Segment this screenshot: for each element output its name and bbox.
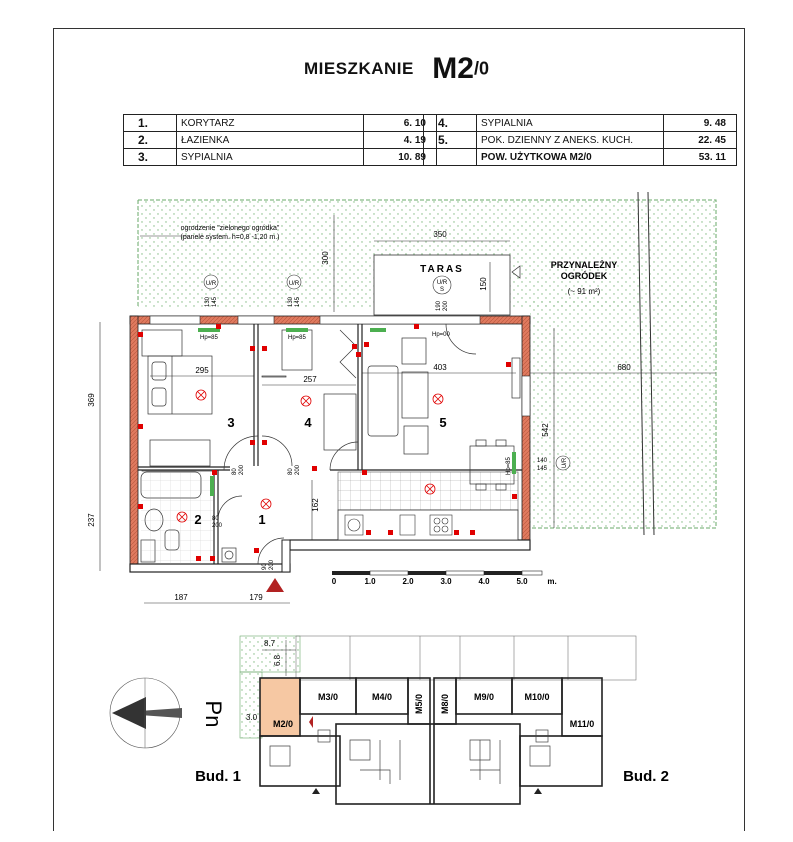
dim-162: 162: [311, 498, 320, 512]
scale-tick: 5.0: [516, 577, 528, 586]
scale-unit: m.: [547, 577, 557, 586]
entrance-arrow-icon: [266, 578, 284, 592]
dim-6-8: 6.8: [273, 654, 282, 666]
dim-8-7: 8.7: [264, 639, 276, 648]
unit-label-m2: M2/0: [272, 719, 294, 729]
room-name: POK. DZIENNY Z ANEKS. KUCH.: [477, 132, 664, 149]
radiator-height-label: Hp=85: [288, 335, 306, 341]
dim-237: 237: [87, 513, 96, 527]
bedroom-3-furniture: [142, 330, 212, 466]
room-name: SYPIALNIA: [477, 115, 664, 132]
window-mark-v2: 145: [212, 296, 218, 308]
door-height: 200: [239, 464, 245, 475]
room-num: 2.: [124, 132, 177, 149]
scale-tick: 0: [331, 577, 337, 586]
dim-680: 680: [617, 363, 631, 372]
radiator-height-label: Hp=00: [432, 332, 450, 338]
title-prefix: MIESZKANIE: [304, 59, 414, 78]
terrace-label: TARAS: [420, 264, 464, 275]
dim-300: 300: [321, 251, 330, 265]
scale-bar: [332, 571, 542, 575]
dim-187: 187: [174, 593, 188, 602]
garden-area-label: (~ 91 m²): [567, 287, 601, 296]
room-num: 4.: [424, 115, 477, 132]
scale-tick: 4.0: [478, 577, 490, 586]
room-area: 4. 19: [364, 132, 437, 149]
room-area: 53. 11: [664, 149, 737, 166]
bedroom-4-furniture: [262, 330, 356, 450]
room-num: 5.: [424, 132, 477, 149]
window-mark-type: U/R: [436, 280, 448, 286]
door-height: 200: [269, 559, 275, 570]
garden-label-1: PRZYNALEŻNY: [550, 260, 618, 270]
room-number-1: 1: [258, 512, 266, 527]
unit-label-m9: M9/0: [473, 692, 495, 702]
living-room-furniture: [368, 338, 520, 490]
window-mark-type: U/R: [288, 281, 300, 287]
dim-295: 295: [195, 366, 209, 375]
room-name: KORYTARZ: [177, 115, 364, 132]
unit-label-m4: M4/0: [371, 692, 393, 702]
window-mark-v2: 200: [443, 300, 449, 312]
door-width: 80: [288, 468, 294, 475]
scale-tick: 2.0: [402, 577, 414, 586]
garden-label-2: OGRÓDEK: [560, 271, 608, 281]
unit-label-m11: M11/0: [569, 719, 595, 729]
radiator-height-label: Hp=85: [506, 457, 512, 475]
unit-label-m10: M10/0: [524, 692, 550, 702]
door-width: 80: [212, 516, 219, 522]
title-suffix: /0: [473, 58, 489, 79]
room-area: 22. 45: [664, 132, 737, 149]
north-compass-icon: [110, 678, 182, 748]
unit-label-m5: M5/0: [414, 693, 424, 715]
room-num: 1.: [124, 115, 177, 132]
window-mark-v1: 140: [536, 458, 548, 464]
dim-403: 403: [433, 363, 447, 372]
window-mark-v2: 145: [536, 466, 548, 472]
room-number-2: 2: [194, 512, 202, 527]
dim-257: 257: [303, 375, 317, 384]
room-area: 10. 89: [364, 149, 437, 166]
room-area: 6. 10: [364, 115, 437, 132]
building-1-label: Bud. 1: [195, 768, 241, 785]
door-height: 200: [295, 464, 301, 475]
door-width: 90: [262, 563, 268, 570]
dim-150: 150: [479, 277, 488, 291]
dim-350: 350: [433, 230, 447, 239]
room-number-4: 4: [304, 415, 312, 430]
north-label: Pn: [201, 700, 226, 728]
window-mark-v2: 145: [295, 296, 301, 308]
fence-note-2: (panele system. h=0,8 -1,20 m.): [180, 234, 280, 241]
room-name: SYPIALNIA: [177, 149, 364, 166]
scale-tick: 1.0: [364, 577, 376, 586]
room-number-3: 3: [227, 415, 235, 430]
scale-labels: [332, 577, 557, 586]
room-name: POW. UŻYTKOWA M2/0: [477, 149, 664, 166]
building-2-label: Bud. 2: [623, 768, 669, 785]
dim-369: 369: [87, 393, 96, 407]
dim-3-0: 3.0: [246, 713, 258, 722]
unit-label-m3: M3/0: [317, 692, 339, 702]
window-mark-s: S: [439, 287, 445, 293]
dim-542: 542: [541, 423, 550, 437]
room-name: ŁAZIENKA: [177, 132, 364, 149]
window-mark-v1: 130: [205, 296, 211, 308]
room-number-5: 5: [439, 415, 447, 430]
fence-note-1: ogrodzenie "zielonego ogródka": [180, 225, 280, 232]
title-code: M2: [432, 52, 474, 85]
window-mark-type: U/R: [205, 281, 217, 287]
door-width: 80: [232, 468, 238, 475]
scale-tick: 3.0: [440, 577, 452, 586]
unit-label-m8: M8/0: [440, 693, 450, 715]
kitchen-counter: [338, 510, 518, 540]
window-mark-type: U/R: [562, 457, 568, 469]
room-area: 9. 48: [664, 115, 737, 132]
door-height: 200: [212, 523, 223, 529]
window-mark-v1: 190: [436, 300, 442, 312]
window-mark-v1: 130: [288, 296, 294, 308]
room-num: 3.: [124, 149, 177, 166]
radiator-height-label: Hp=85: [200, 335, 218, 341]
dim-179: 179: [249, 593, 263, 602]
